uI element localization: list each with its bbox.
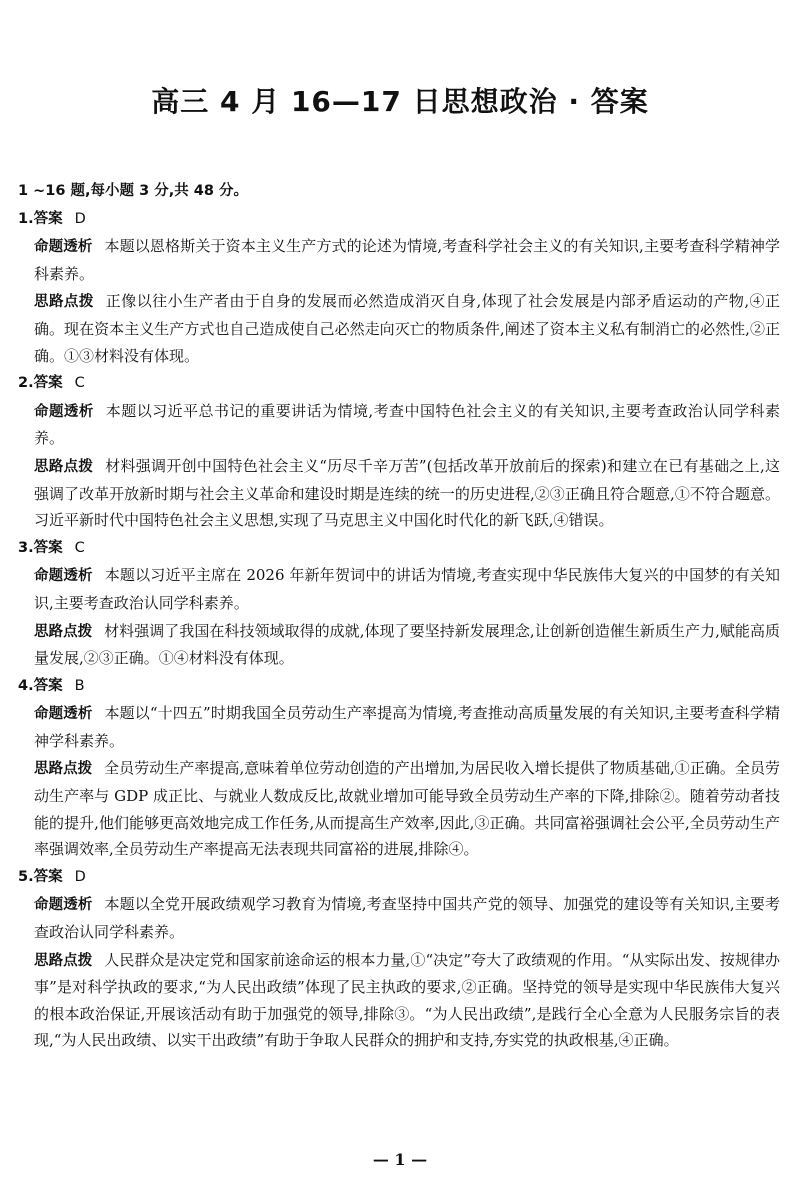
answer-value: D xyxy=(74,868,86,885)
analysis-paragraph xyxy=(18,700,780,754)
answer-label: 答案 xyxy=(33,539,63,556)
question-list xyxy=(18,206,780,1054)
question-number: 1. xyxy=(18,210,34,227)
analysis-label: 命题透析 xyxy=(34,568,93,585)
hint-paragraph xyxy=(18,453,780,534)
answer-label: 答案 xyxy=(33,210,63,227)
answer-line xyxy=(18,370,780,397)
hint-paragraph xyxy=(18,947,780,1054)
hint-text: 材料强调开创中国特色社会主义“历尽千辛万苦”(包括改革开放前后的探索)和建立在已有基础之上,这强调了改革开放新时期与社会主义革命和建设时期是连续的统一的历史进程,②③正确且符合题意,①不符合题意。习近平新时代中国特色社会主义思想,实现了马克思主义中国化时代化的新飞跃,④错误。 xyxy=(34,456,781,530)
analysis-label: 命题透析 xyxy=(34,239,93,256)
hint-text: 材料强调了我国在科技领域取得的成就,体现了要坚持新发展理念,让创新创造催生新质生产力,赋能高质量发展,②③正确。①④材料没有体现。 xyxy=(34,621,781,668)
answer-value: C xyxy=(74,375,85,392)
analysis-text: 本题以习近平主席在 2026 年新年贺词中的讲话为情境,考查实现中华民族伟大复兴的中国梦的有关知识,主要考查政治认同学科素养。 xyxy=(34,566,781,612)
question-number: 2. xyxy=(18,375,34,392)
answer-label: 答案 xyxy=(33,677,63,694)
hint-label: 思路点拨 xyxy=(34,623,93,640)
hint-text: 正像以往小生产者由于自身的发展而必然造成消灭自身,体现了社会发展是内部矛盾运动的产物,④正确。现在资本主义生产方式也自己造成使自己必然走向灭亡的物质条件,阐述了资本主义私有制消亡的必然性,②正确。①③材料没有体现。 xyxy=(34,292,781,365)
question-block xyxy=(18,206,780,370)
page-title: 高三 4 月 16—17 日思想政治 · 答案 xyxy=(151,85,649,118)
page-number: — 1 — xyxy=(372,1150,428,1169)
hint-text: 人民群众是决定党和国家前途命运的根本力量,①“决定”夸大了政绩观的作用。“从实际出发、按规律办事”是对科学执政的要求,“为人民出政绩”体现了民主执政的要求,②正确。坚持党的领导是实现中华民族伟大复兴的根本政治保证,开展该活动有助于加强党的领导,排除③。“为人民出政绩”,是践行全心全意为人民服务宗旨的表现,“为人民出政绩、以实干出政绩”有助于争取人民群众的拥护和支持,夯实党的执政根基,④正确。 xyxy=(34,950,781,1050)
question-number: 3. xyxy=(18,539,34,556)
hint-text: 全员劳动生产率提高,意味着单位劳动创造的产出增加,为居民收入增长提供了物质基础,①正确。全员劳动生产率与 GDP 成正比、与就业人数成反比,故就业增加可能导致全员劳动生产率的下降,排除②。随着劳动者技能的提升,他们能够更高效地完成工作任务,从而提高生产效率,因此,③正确。共同富裕强调社会公平,全员劳动生产率强调效率,全员劳动生产率提高无法表现共同富裕的进展,排除④。 xyxy=(34,759,781,859)
analysis-paragraph xyxy=(18,562,780,616)
hint-label: 思路点拨 xyxy=(34,458,94,475)
answer-value: C xyxy=(74,539,85,556)
section-intro: 1 ~16 题,每小题 3 分,共 48 分。 xyxy=(18,183,248,199)
analysis-paragraph xyxy=(18,233,780,287)
answer-label: 答案 xyxy=(33,375,63,392)
answer-label: 答案 xyxy=(33,868,63,885)
analysis-text: 本题以习近平总书记的重要讲话为情境,考查中国特色社会主义的有关知识,主要考查政治认同学科素养。 xyxy=(34,401,781,448)
question-block xyxy=(18,370,780,534)
answer-line xyxy=(18,673,780,700)
question-block xyxy=(18,673,780,863)
question-block xyxy=(18,535,780,672)
hint-label: 思路点拨 xyxy=(34,294,94,311)
answer-value: B xyxy=(74,677,85,694)
analysis-label: 命题透析 xyxy=(34,403,94,420)
analysis-paragraph xyxy=(18,398,780,452)
hint-paragraph xyxy=(18,755,780,862)
answer-line xyxy=(18,864,780,891)
analysis-label: 命题透析 xyxy=(34,706,93,723)
hint-label: 思路点拨 xyxy=(34,952,93,969)
question-number: 5. xyxy=(18,868,34,885)
answer-content xyxy=(18,178,780,1054)
hint-paragraph xyxy=(18,618,780,672)
answer-value: D xyxy=(74,210,86,227)
analysis-label: 命题透析 xyxy=(34,897,93,914)
hint-paragraph xyxy=(18,288,780,369)
hint-label: 思路点拨 xyxy=(34,761,93,778)
analysis-text: 本题以“十四五”时期我国全员劳动生产率提高为情境,考查推动高质量发展的有关知识,主要考查科学精神学科素养。 xyxy=(34,704,780,750)
question-number: 4. xyxy=(18,677,34,694)
analysis-text: 本题以恩格斯关于资本主义生产方式的论述为情境,考查科学社会主义的有关知识,主要考查科学精神学科素养。 xyxy=(34,237,780,283)
question-block xyxy=(18,864,780,1054)
analysis-paragraph xyxy=(18,891,780,945)
answer-line xyxy=(18,535,780,562)
analysis-text: 本题以全党开展政绩观学习教育为情境,考查坚持中国共产党的领导、加强党的建设等有关知识,主要考查政治认同学科素养。 xyxy=(34,895,780,942)
answer-line xyxy=(18,206,780,233)
